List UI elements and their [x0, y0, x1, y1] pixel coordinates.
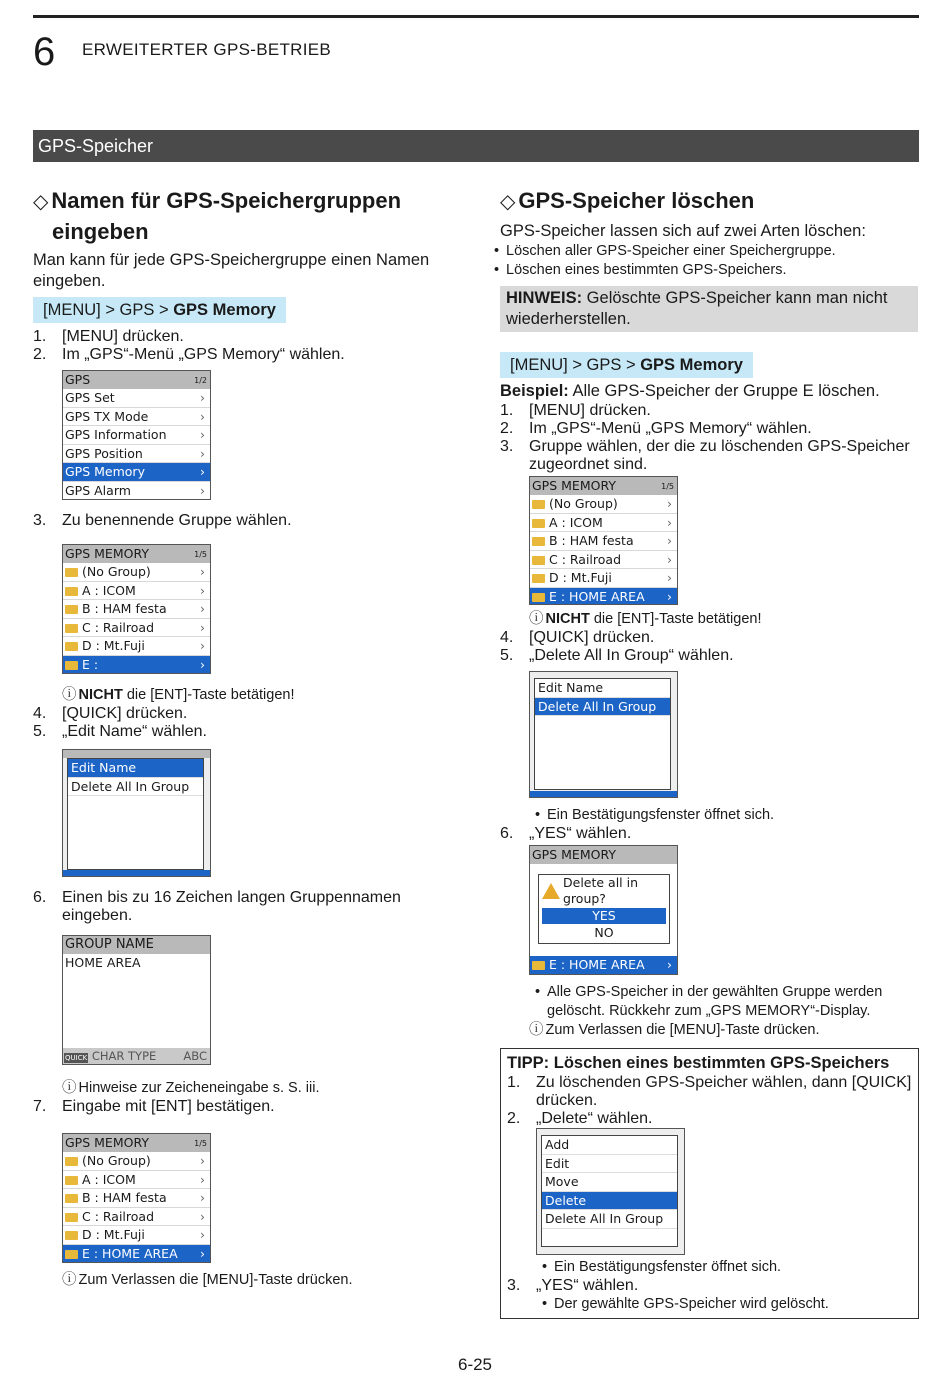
group-name-value: HOME AREA — [65, 955, 141, 970]
screen-row-selected: E : › — [63, 656, 210, 675]
step: 4. [QUICK] drücken. — [500, 629, 655, 646]
screen-row: GPS TX Mode › — [63, 408, 210, 427]
gps-memory-screen-r: GPS MEMORY 1/5 (No Group) › A : ICOM › B : HAM festa › C : Railroad › D : Mt.Fuji › E : HOME AREA › — [529, 476, 678, 605]
warning-icon — [542, 883, 560, 899]
screen-row: (No Group) › — [530, 495, 677, 514]
popup-item-selected: Edit Name — [68, 759, 203, 778]
note-nicht: ⓘ NICHT die [ENT]-Taste betätigen! — [500, 610, 920, 629]
page-number: 6-25 — [457, 1355, 493, 1374]
left-intro: Man kann für jede GPS-Speichergruppe einen Namen eingeben. — [33, 251, 430, 290]
screen-row: A : ICOM › — [530, 514, 677, 533]
tip-menu-screen — [536, 1128, 685, 1255]
popup-item: Move — [542, 1173, 677, 1192]
step: 4. [QUICK] drücken. — [33, 705, 188, 722]
chapter-title: ERWEITERTER GPS-BETRIEB — [82, 40, 332, 59]
group-name-screen: GROUP NAME HOME AREA QUICK CHAR TYPE ABC — [62, 935, 211, 1065]
popup-item-selected: Delete — [542, 1192, 677, 1211]
popup-item: Edit — [542, 1155, 677, 1174]
step: 1. Zu löschenden GPS-Speicher wählen, dann [QUICK] drücken. — [507, 1074, 912, 1109]
diamond-icon: ◇ — [500, 191, 516, 213]
step: 1. [MENU] drücken. — [500, 402, 651, 419]
screen-row: A : ICOM › — [63, 1171, 210, 1190]
diamond-icon: ◇ — [33, 191, 49, 213]
gps-memory-final-screen: GPS MEMORY 1/5 (No Group) › A : ICOM › B : HAM festa › C : Railroad › D : Mt.Fuji › E : HOME AREA › — [62, 1133, 211, 1263]
screen-row-selected: E : HOME AREA › — [530, 588, 677, 606]
screen-row: D : Mt.Fuji › — [530, 569, 677, 588]
popup-item: Edit Name — [535, 679, 670, 698]
top-rule — [33, 15, 919, 18]
screen-row: B : HAM festa › — [63, 600, 210, 619]
menu-path: [MENU] > GPS > GPS Memory — [500, 352, 753, 378]
screen-row: D : Mt.Fuji › — [63, 1226, 210, 1245]
step: 2. Im „GPS“-Menü „GPS Memory“ wählen. — [500, 420, 812, 437]
step: 7. Eingabe mit [ENT] bestätigen. — [33, 1098, 275, 1115]
left-heading: ◇ Namen für GPS-Speichergruppen eingeben — [33, 188, 402, 244]
screen-row: A : ICOM › — [63, 582, 210, 601]
bullet: • Löschen aller GPS-Speicher einer Speichergruppe. — [488, 242, 920, 261]
screen-row: GPS Alarm › — [63, 482, 210, 501]
step: 5. „Delete All In Group“ wählen. — [500, 647, 734, 664]
no-option: NO — [594, 925, 614, 940]
screen-row: (No Group) › — [63, 1152, 210, 1171]
step: 3. Gruppe wählen, der die zu löschenden GPS-Speicher zugeordnet sind. — [500, 438, 910, 473]
screen-row: GPS Set › — [63, 389, 210, 408]
screen-row: B : HAM festa › — [530, 532, 677, 551]
gps-menu-screen: GPS 1/2 GPS Set › GPS TX Mode › GPS Information › GPS Position › GPS Memory › GPS Alarm › — [62, 370, 211, 500]
note-deleted: • Alle GPS-Speicher in der gewählten Gruppe werden gelöscht. Rückkehr zum „GPS MEMORY“-Display. — [529, 983, 920, 1021]
screen-row: C : Railroad › — [63, 619, 210, 638]
left-column — [33, 186, 473, 1290]
screen-row: C : Railroad › — [63, 1208, 210, 1227]
menu-path: [MENU] > GPS > GPS Memory — [33, 297, 286, 323]
yes-option: YES — [542, 908, 666, 924]
popup-item: Delete All In Group — [68, 778, 203, 797]
example: Beispiel: Alle GPS-Speicher der Gruppe E löschen. — [500, 382, 880, 400]
step: 6. Einen bis zu 16 Zeichen langen Gruppennamen eingeben. — [33, 889, 401, 924]
popup-item: Delete All In Group — [542, 1210, 677, 1229]
confirm-dialog: Delete all in group? YES NO — [538, 874, 670, 944]
note-deleted: • Der gewählte GPS-Speicher wird gelöscht. — [536, 1295, 912, 1314]
note-confirm: • Ein Bestätigungsfenster öffnet sich. — [536, 1258, 912, 1277]
chapter-number: 6 — [33, 30, 56, 74]
delete-confirm-screen: GPS MEMORY Delete all in group? YES NO E : HOME AREA › — [529, 845, 678, 975]
screen-row-selected: E : HOME AREA › — [63, 1245, 210, 1264]
delete-menu-screen — [529, 671, 678, 798]
tip-title: TIPP: Löschen eines bestimmten GPS-Speichers — [507, 1054, 890, 1072]
screen-row: (No Group) › — [63, 563, 210, 582]
note-hint: ⓘ Hinweise zur Zeicheneingabe s. S. iii. — [33, 1079, 473, 1098]
screen-row-selected: E : HOME AREA › — [530, 956, 677, 975]
screen-row: C : Railroad › — [530, 551, 677, 570]
note-exit: ⓘ Zum Verlassen die [MENU]-Taste drücken. — [500, 1021, 920, 1040]
step: 3. „YES“ wählen. — [507, 1277, 639, 1294]
screen-row: GPS Position › — [63, 445, 210, 464]
step: 2. Im „GPS“-Menü „GPS Memory“ wählen. — [33, 346, 345, 363]
quick-menu-screen — [62, 749, 211, 877]
step: 6. „YES“ wählen. — [500, 825, 632, 842]
hint-box: HINWEIS: Gelöschte GPS-Speicher kann man nicht wiederherstellen. — [500, 286, 918, 332]
right-intro: GPS-Speicher lassen sich auf zwei Arten löschen: — [500, 222, 866, 240]
screen-row: D : Mt.Fuji › — [63, 637, 210, 656]
note-confirm: • Ein Bestätigungsfenster öffnet sich. — [529, 806, 920, 825]
step: 2. „Delete“ wählen. — [507, 1110, 653, 1127]
popup-item: Add — [542, 1136, 677, 1155]
step: 3. Zu benennende Gruppe wählen. — [33, 512, 292, 529]
screen-row-selected: GPS Memory › — [63, 463, 210, 482]
popup-item-selected: Delete All In Group — [535, 698, 670, 717]
step: 5. „Edit Name“ wählen. — [33, 723, 207, 740]
screen-row: GPS Information › — [63, 426, 210, 445]
right-heading: ◇ GPS-Speicher löschen — [500, 188, 755, 213]
step: 1. [MENU] drücken. — [33, 328, 184, 345]
tip-box — [500, 1048, 919, 1319]
bullet: • Löschen eines bestimmten GPS-Speichers. — [488, 261, 920, 280]
screen-row: B : HAM festa › — [63, 1189, 210, 1208]
right-column — [500, 186, 920, 1319]
gps-memory-screen: GPS MEMORY 1/5 (No Group) › A : ICOM › B : HAM festa › C : Railroad › D : Mt.Fuji › E : › — [62, 544, 211, 674]
note-nicht: ⓘ NICHT die [ENT]-Taste betätigen! — [33, 686, 473, 705]
note-exit: ⓘ Zum Verlassen die [MENU]-Taste drücken. — [33, 1271, 473, 1290]
section-bar: GPS-Speicher — [33, 130, 919, 162]
